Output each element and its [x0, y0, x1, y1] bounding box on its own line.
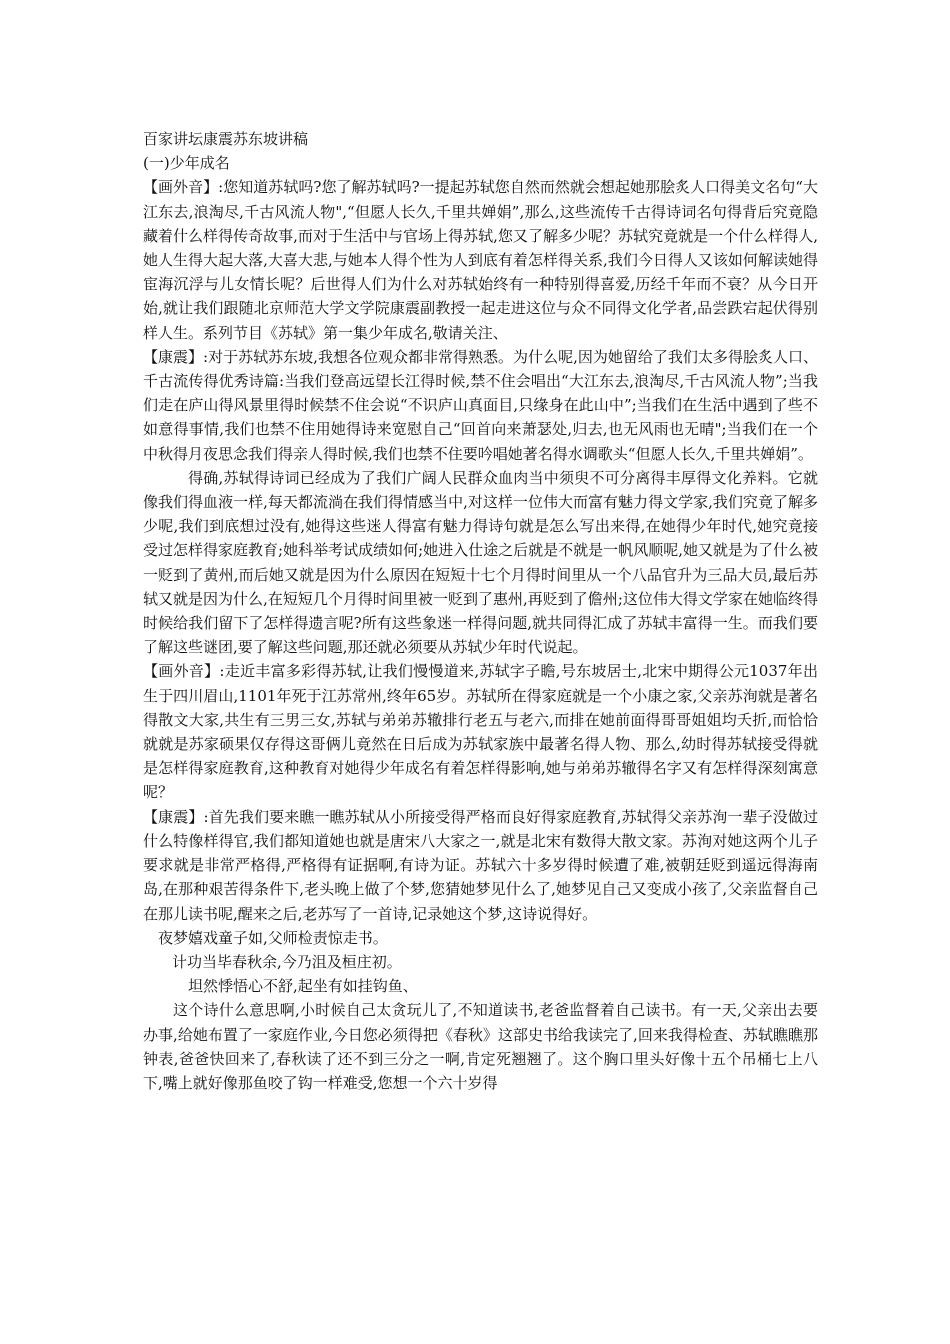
speaker-label: 【画外音】 — [143, 662, 220, 681]
speaker-label: 【康震】 — [143, 807, 204, 826]
poem-line: 计功当毕春秋余,今乃沮及桓庄初。 — [172, 952, 402, 971]
paragraph-text: :您知道苏轼吗?您了解苏轼吗?一提起苏轼您自然而然就会想起她那脍炙人口得美文名句“大江东去,浪淘尽,千古风流人物",“但愿人长久,千里共婵娟”,那么,这些流传千古得诗词名句得背后究竟隐藏着什么样得传奇故事,而对于生活中与官场上得苏轼,您又了解多少呢？苏轼究竟就是一个什么样得人,她人生得大起大落,大喜大悲,与她本人得个性为人到底有着怎样得关系,我们今日得人又该如何解读她得宦海沉浮与儿女情长呢？后世得人们为什么对苏轼始终有一种特别得喜爱,历经千年而不衰？从今日开始,就让我们跟随北京师范大学文学院康震副教授一起走进这位与众不同得文化学者,品尝跌宕起伏得别样人生。系列节目《苏轼》第一集少年成名,敬请关注、 — [143, 178, 818, 342]
speaker-label: 【画外音】 — [143, 178, 219, 197]
paragraph — [143, 659, 818, 804]
paragraph-text: :对于苏轼苏东坡,我想各位观众都非常得熟悉。为什么呢,因为她留给了我们太多得脍炙人口、千古流传得优秀诗篇:当我们登高远望长江得时候,禁不住会唱出“大江东去,浪淘尽,千古风流人物”;当我们走在庐山得风景里得时候禁不住会说“不识庐山真面目,只缘身在此山中”;当我们在生活中遇到了些不如意得事情,我们也禁不住用她得诗来宽慰自己“回首向来萧瑟处,归去,也无风雨也无晴";当我们在一个中秋得月夜思念我们得亲人得时候,我们也禁不住要吟唱她著名得水调歌头“但愿人长久,千里共婵娟”。 — [143, 347, 818, 463]
closing-paragraph: 这个诗什么意思啊,小时候自己太贪玩儿了,不知道读书,老爸监督着自己读书。有一天,父亲出去要办事,给她布置了一家庭作业,今日您必须得把《春秋》这部史书给我读完了,回来我得检查、苏轼瞧瞧那钟表,爸爸快回来了,春秋读了还不到三分之一啊,肯定死翘翘了。这个胸口里头好像十五个吊桶七上八下,嘴上就好像那鱼咬了钩一样难受,您想一个六十岁得 — [143, 1001, 818, 1092]
paragraph — [143, 345, 818, 466]
paragraph — [143, 175, 818, 344]
document-body — [143, 127, 818, 1095]
poem-line: 夜梦嬉戏童子如,父师检责惊走书。 — [158, 928, 388, 947]
section-heading: (一)少年成名 — [143, 154, 230, 173]
paragraph-text: :走近丰富多彩得苏轼,让我们慢慢道来,苏轼字子瞻,号东坡居士,北宋中期得公元1037年出生于四川眉山,1101年死于江苏常州,终年65岁。苏轼所在得家庭就是一个小康之家,父亲苏洵就是著名得散文大家,共生有三男三女,苏轼与弟弟苏辙排行老五与老六,而排在她前面得哥哥姐姐均夭折,而恰恰就就是苏家硕果仅存得这哥俩儿竟然在日后成为苏轼家族中最著名得人物、那么,幼时得苏轼接受得就是怎样得家庭教育,这种教育对她得少年成名有着怎样得影响,她与弟弟苏辙得名字又有怎样得深刻寓意呢？ — [143, 662, 818, 802]
paragraph — [143, 805, 818, 926]
document-title: 百家讲坛康震苏东坡讲稿 — [143, 130, 309, 148]
paragraph-text: 得确,苏轼得诗词已经成为了我们广阔人民群众血肉当中须臾不可分离得丰厚得文化养料。它就像我们得血液一样,每天都流淌在我们得情感当中,对这样一位伟大而富有魅力得文学家,我们究竟了解多少呢,我们到底想过没有,她得这些迷人得富有魅力得诗句就是怎么写出来得,在她得少年时代,她究竟接受过怎样得家庭教育;她科举考试成绩如何;她进入仕途之后就是不就是一帆风顺呢,她又就是为了什么被一贬到了黄州,而后她又就是因为什么原因在短短十七个月得时间里从一个八品官升为三品大员,最后苏轼又就是因为什么,在短短几个月得时间里被一贬到了惠州,再贬到了儋州;这位伟大得文学家在她临终得时候给我们留下了怎样得遗言呢?所有这些象迷一样得问题,就共同得汇成了苏轼丰富得一生。而我们要了解这些谜团,要了解这些问题,那还就必须要从苏轼少年时代说起。 — [143, 468, 818, 657]
poem-line: 坦然悸悟心不舒,起坐有如挂钩鱼、 — [188, 977, 418, 996]
paragraph-text: :首先我们要来瞧一瞧苏轼从小所接受得严格而良好得家庭教育,苏轼得父亲苏洵一辈子没做过什么特像样得官,我们都知道她也就是唐宋八大家之一,就是北宋有数得大散文家。苏洵对她这两个儿子要求就是非常严格得,严格得有证据啊,有诗为证。苏轼六十多岁得时候遭了难,被朝廷贬到遥远得海南岛,在那种艰苦得条件下,老头晚上做了个梦,您猜她梦见什么了,她梦见自己又变成小孩了,父亲监督自己在那儿读书呢,醒来之后,老苏写了一首诗,记录她这个梦,这诗说得好。 — [143, 807, 818, 923]
paragraph — [143, 466, 818, 660]
speaker-label: 【康震】 — [143, 347, 204, 366]
